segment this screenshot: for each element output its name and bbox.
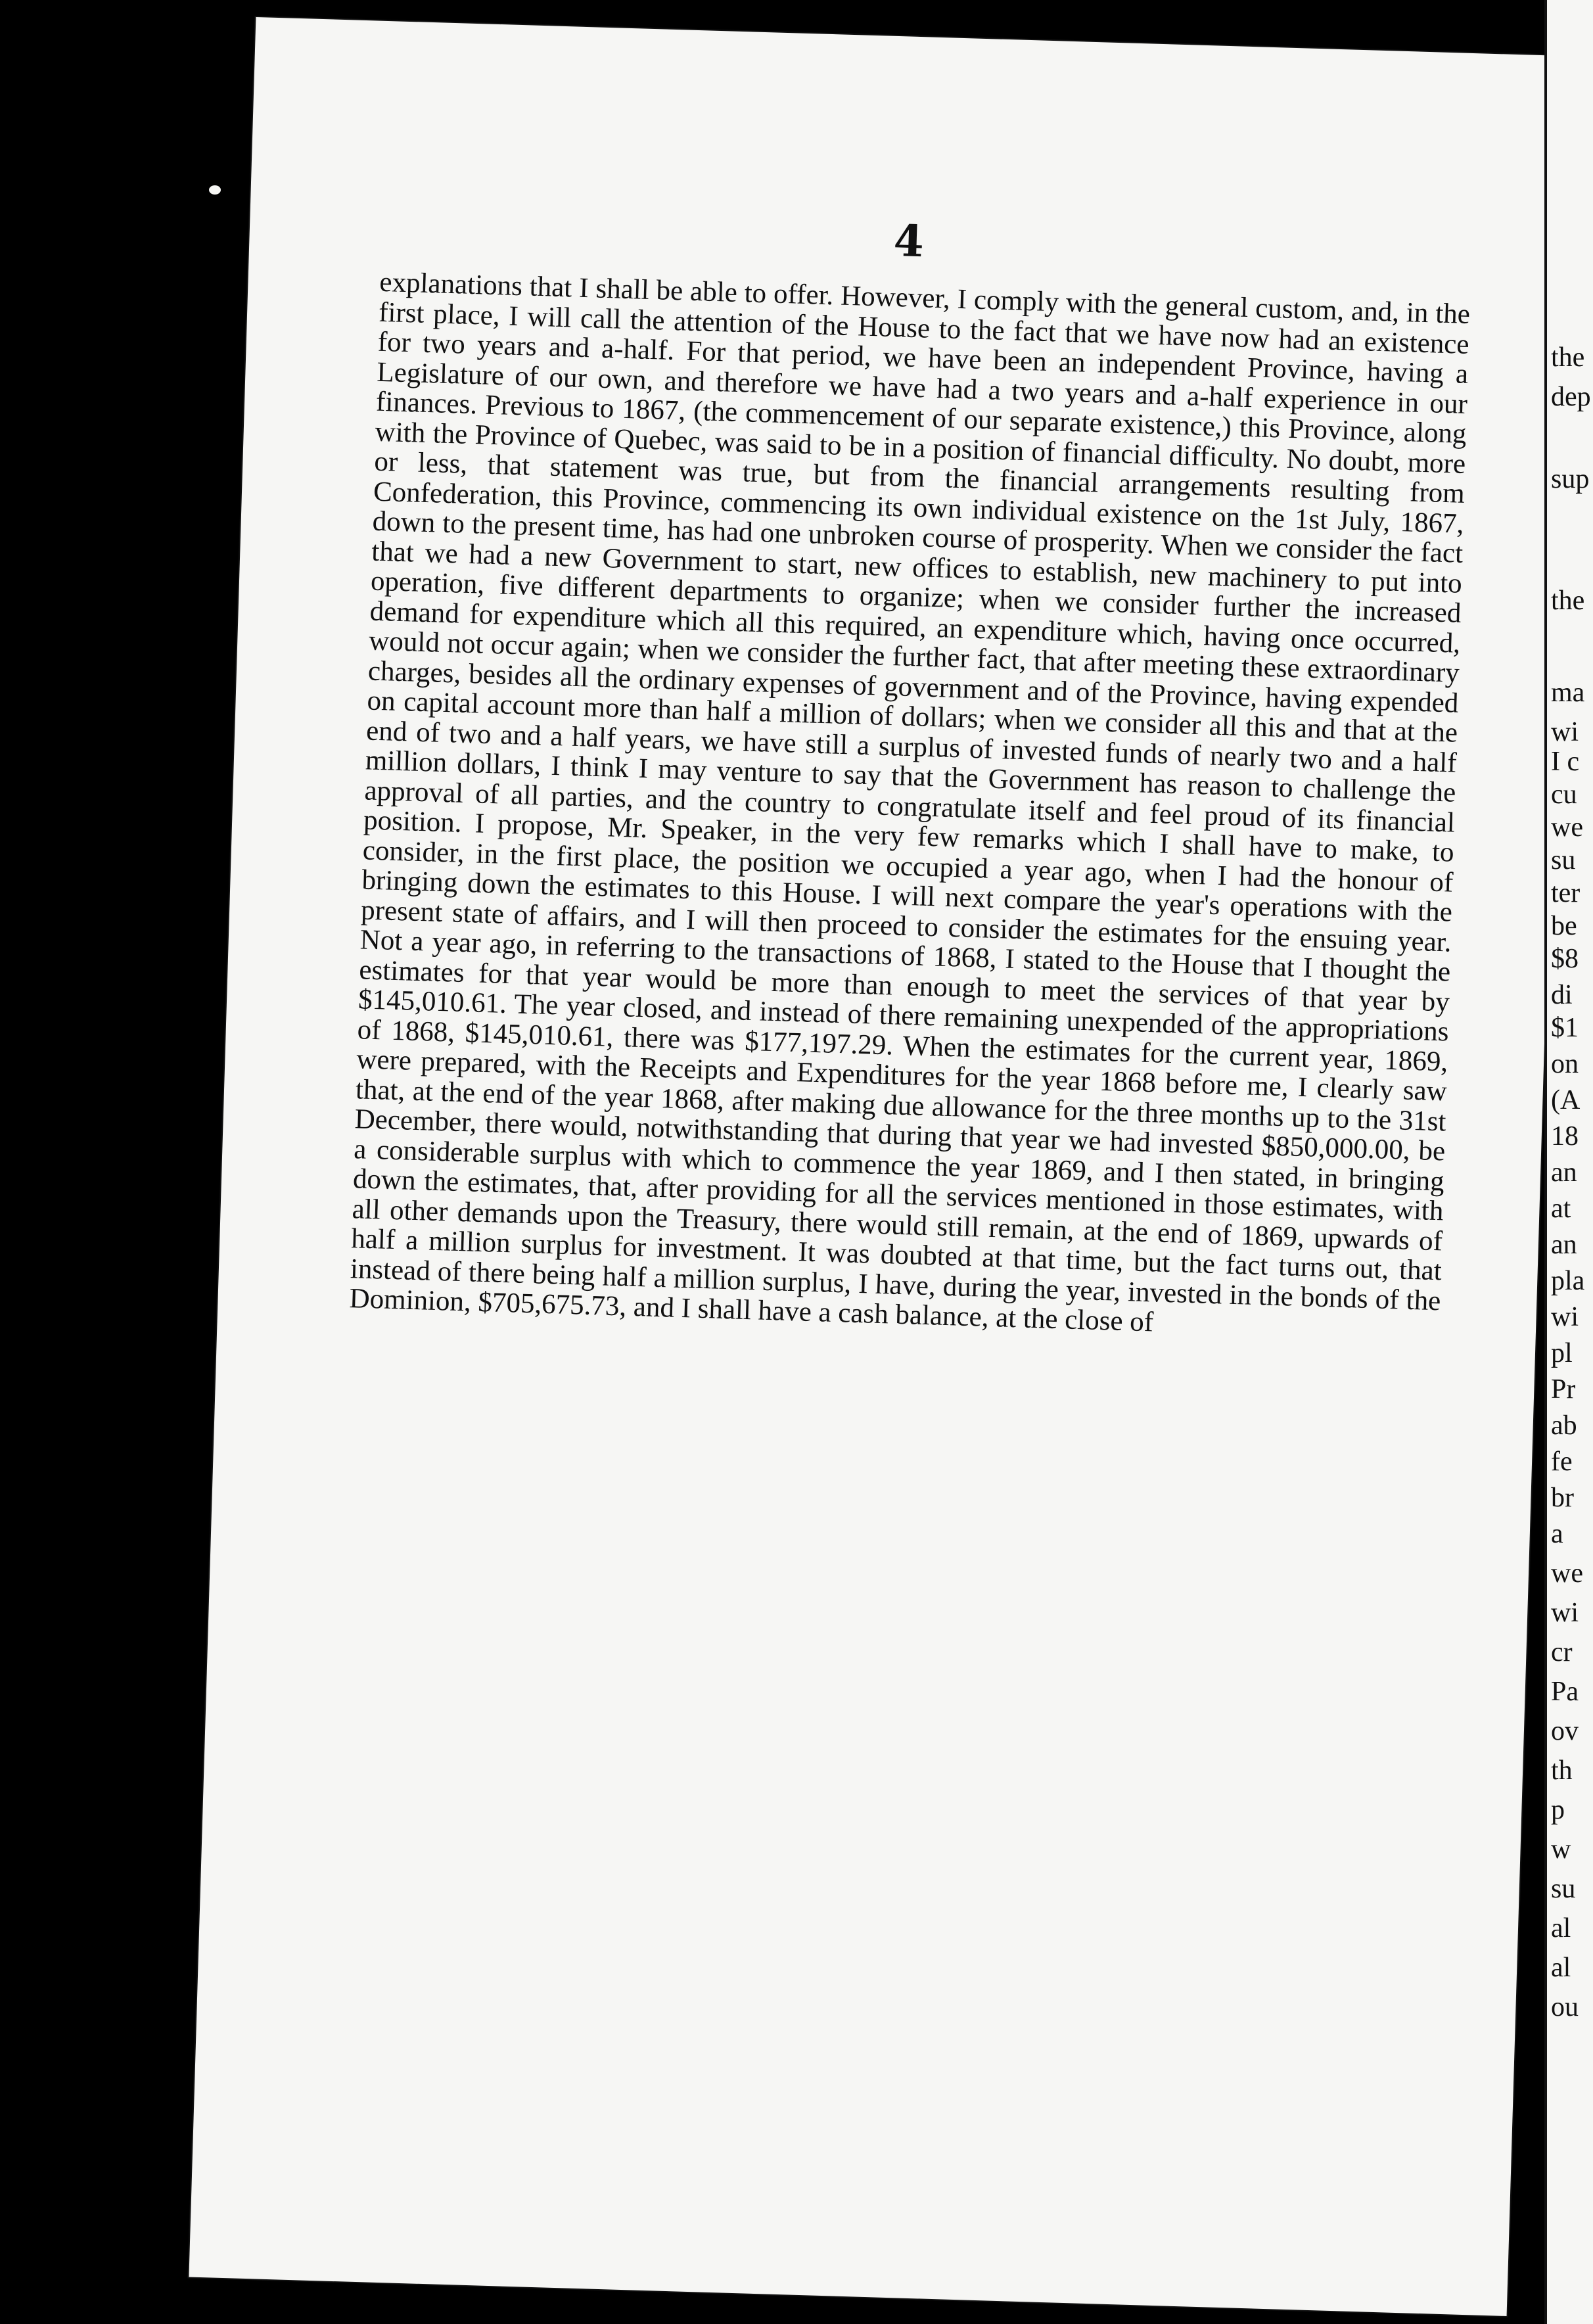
fragment: cu	[1551, 779, 1577, 810]
fragment: pl	[1551, 1338, 1573, 1368]
fragment: on	[1551, 1049, 1579, 1079]
fragment: br	[1551, 1483, 1574, 1513]
fragment: Pr	[1551, 1374, 1576, 1405]
fragment: $8	[1551, 944, 1579, 974]
fragment: wi	[1551, 1598, 1579, 1628]
fragment: the	[1551, 586, 1585, 616]
page-number: 4	[892, 214, 925, 267]
fragment: we	[1551, 812, 1583, 843]
fragment: an	[1551, 1230, 1577, 1260]
scan-artifact	[209, 185, 221, 195]
fragment: al	[1551, 1913, 1571, 1943]
fragment: Pa	[1551, 1677, 1579, 1707]
fragment: ou	[1551, 1992, 1579, 2022]
adjacent-page-edge	[1544, 0, 1593, 2324]
fragment: dep	[1551, 382, 1591, 412]
fragment: cr	[1551, 1637, 1573, 1667]
fragment: ov	[1551, 1716, 1579, 1746]
fragment: p	[1551, 1795, 1565, 1825]
fragment: su	[1551, 845, 1576, 875]
fragment: be	[1551, 911, 1577, 941]
fragment: at	[1551, 1194, 1571, 1224]
fragment: (A	[1551, 1085, 1581, 1115]
document-page	[189, 17, 1576, 2316]
fragment: su	[1551, 1874, 1576, 1904]
fragment: di	[1551, 980, 1573, 1010]
fragment: 18	[1551, 1121, 1579, 1151]
fragment: an	[1551, 1157, 1577, 1188]
fragment: pla	[1551, 1266, 1585, 1296]
fragment: ter	[1551, 878, 1581, 908]
fragment: a	[1551, 1519, 1563, 1549]
fragment: the	[1551, 342, 1585, 373]
fragment: I c	[1551, 747, 1580, 777]
fragment: ma	[1551, 678, 1585, 708]
fragment: $1	[1551, 1013, 1579, 1043]
fragment: al	[1551, 1953, 1571, 1983]
fragment: fe	[1551, 1447, 1573, 1477]
fragment: we	[1551, 1558, 1583, 1589]
fragment: wi	[1551, 717, 1579, 747]
fragment: sup	[1551, 464, 1590, 494]
fragment: ab	[1551, 1410, 1577, 1441]
fragment: wi	[1551, 1302, 1579, 1332]
body-text: explanations that I shall be able to offer. However, I comply with the general custom, and, in the first place, I will call the attention of the House to the fact that we have now had an existence for two years and a-half. For that period, we have been an independent Province, having a Legislature of our own, and therefore we have had a two years and a-half experience in our finances. Previous to 1867, (the commencement of our separate existence,) this Province, along with the Province of Quebec, was said to be in a position of financial difficulty. No doubt, more or less, that statement was true, but from the financial arrangements resulting from Confederation, this Province, commencing its own individual existence on the 1st July, 1867, down to the present time, has had one unbroken course of prosperity. When we consider the fact that we had a new Government to start, new offices to establish, new machinery to put into operation, five different departments to organize; when we consider further the increased demand for expenditure which all this required, an expenditure which, having once occurred, would not occur again; when we consider the further fact, that after meeting these extraordinary charges, besides all the ordinary expenses of government and of the Province, having expended on capital account more than half a million of dollars; when we consider all this and that at the end of two and a half years, we have still a surplus of invested funds of nearly two and a half million dollars, I think I may venture to say that the Government has reason to challenge the approval of all parties, and the country to congratulate itself and feel proud of its financial position. I propose, Mr. Speaker, in the very few remarks which I shall have to make, to consider, in the first place, the position we occupied a year ago, when I had the honour of bringing down the estimates to this House. I will next compare the year's operations with the present state of affairs, and I will then proceed to consider the estimates for the ensuing year. Not a year ago, in referring to the transactions of 1868, I stated to the House that I thought the estimates for that year would be more than enough to meet the services of that year by $145,010.61. The year closed, and instead of there remaining unexpended of the appropriations of 1868, $145,010.61, there was $177,197.29. When the estimates for the current year, 1869, were prepared, with the Receipts and Expenditures for the year 1868 before me, I clearly saw that, at the end of the year 1868, after making due allowance for the three months up to the 31st December, there would, notwithstanding that during that year we had invested $850,000.00, be a considerable surplus with which to commence the year 1869, and I then stated, in bringing down the estimates, that, after providing for all the services mentioned in those estimates, with all other demands upon the Treasury, there would still remain, at the end of 1869, upwards of half a million surplus for investment. It was doubted at that time, but the fact turns out, that instead of there being half a million surplus, I have, during the year, invested in the bonds of the Dominion, $705,675.73, and I shall have a cash balance, at the close of	[348, 266, 1471, 1338]
fragment: th	[1551, 1755, 1573, 1786]
fragment: w	[1551, 1834, 1571, 1865]
